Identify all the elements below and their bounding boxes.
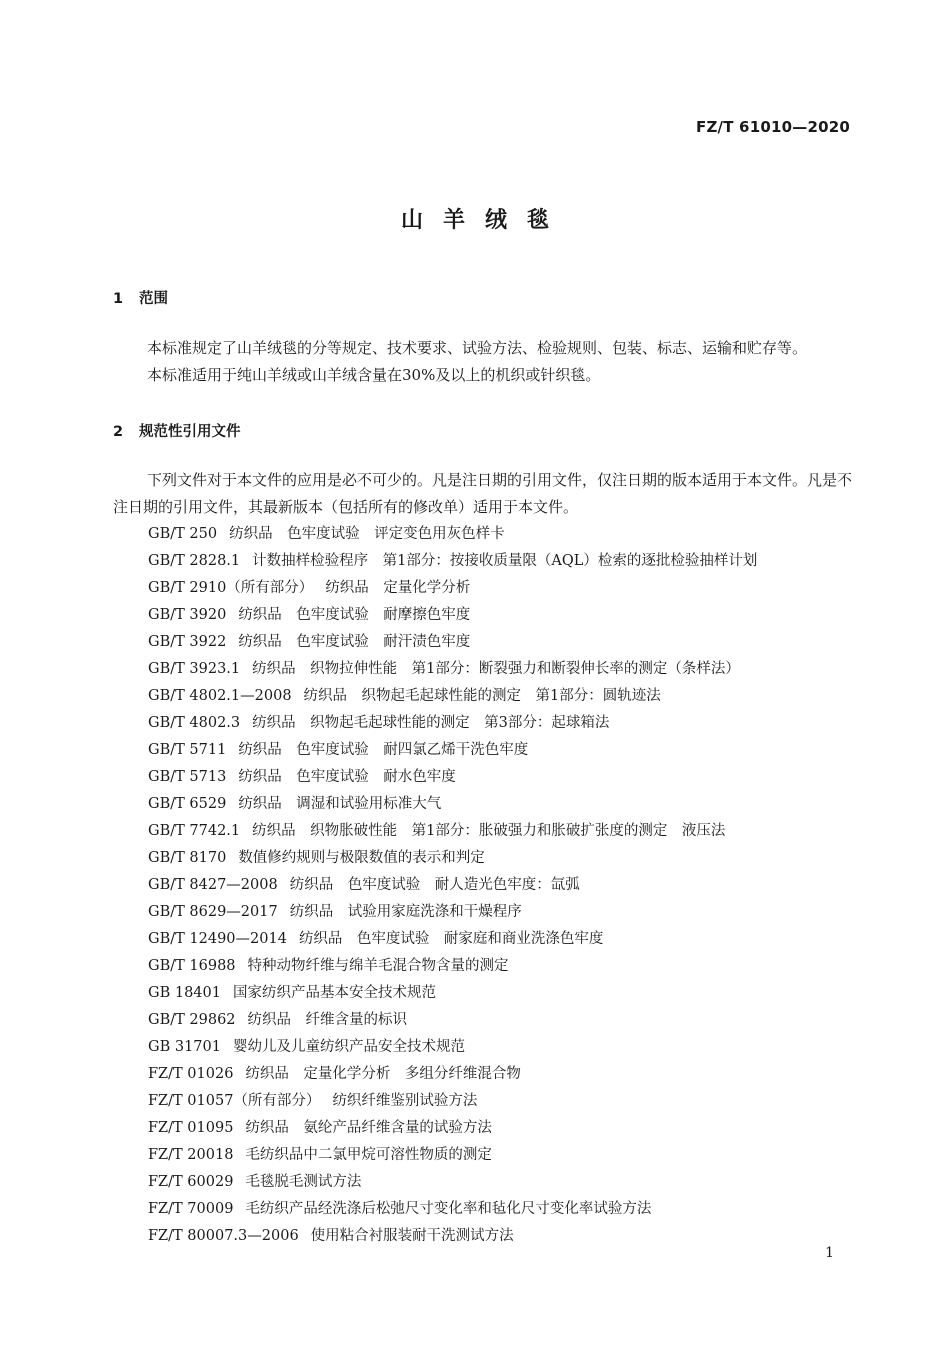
reference-item — [148, 1142, 757, 1169]
section-number: 2 — [113, 424, 124, 440]
scope-paragraph-2: 本标准适用于纯山羊绒或山羊绒含量在30%及以上的机织或针织毯。 — [147, 366, 601, 384]
standard-code: FZ/T 61010—2020 — [696, 118, 850, 136]
reference-title: 纺织品 调湿和试验用标准大气 — [238, 796, 442, 812]
reference-item — [148, 1115, 757, 1142]
section-title: 范围 — [139, 291, 168, 307]
reference-item — [148, 683, 757, 710]
reference-code: GB/T 250 — [148, 526, 218, 542]
reference-code: GB/T 8629—2017 — [148, 904, 278, 920]
reference-item — [148, 953, 757, 980]
reference-title: 毛纺织产品经洗涤后松弛尺寸变化率和毡化尺寸变化率试验方法 — [245, 1201, 652, 1217]
reference-title: 特种动物纤维与绵羊毛混合物含量的测定 — [247, 958, 509, 974]
reference-list — [148, 521, 757, 1250]
reference-title: 纺织品 色牢度试验 耐摩擦色牢度 — [238, 607, 471, 623]
reference-title: 毛毯脱毛测试方法 — [245, 1174, 362, 1190]
reference-item — [148, 1061, 757, 1088]
reference-code: FZ/T 60029 — [148, 1174, 234, 1190]
reference-code: GB/T 7742.1 — [148, 823, 241, 839]
reference-item — [148, 818, 757, 845]
reference-title: 纺织品 织物起毛起球性能的测定 第1部分：圆轨迹法 — [303, 688, 661, 704]
reference-item — [148, 737, 757, 764]
section-heading-normative-references — [113, 420, 241, 441]
reference-item — [148, 548, 757, 575]
reference-item — [148, 845, 757, 872]
reference-code: FZ/T 80007.3—2006 — [148, 1228, 299, 1244]
reference-title: 纺织品 色牢度试验 耐汗渍色牢度 — [238, 634, 471, 650]
reference-item — [148, 872, 757, 899]
reference-code: FZ/T 20018 — [148, 1147, 234, 1163]
reference-code: GB/T 4802.3 — [148, 715, 241, 731]
page-number: 1 — [825, 1245, 834, 1261]
reference-title: 纺织品 氨纶产品纤维含量的试验方法 — [245, 1120, 492, 1136]
scope-paragraph-1: 本标准规定了山羊绒毯的分等规定、技术要求、试验方法、检验规则、包装、标志、运输和贮存等。 — [147, 339, 808, 357]
reference-code: GB 31701 — [148, 1039, 221, 1055]
reference-item — [148, 1088, 757, 1115]
reference-code: GB/T 3923.1 — [148, 661, 241, 677]
reference-item — [148, 899, 757, 926]
document-title: 山羊绒毯 — [400, 208, 569, 233]
reference-code: GB/T 8170 — [148, 850, 227, 866]
section-number: 1 — [113, 291, 124, 307]
reference-item — [148, 1034, 757, 1061]
reference-code: GB/T 5713 — [148, 769, 227, 785]
reference-item — [148, 521, 757, 548]
reference-item — [148, 1169, 757, 1196]
reference-title: 毛纺织品中二氯甲烷可溶性物质的测定 — [245, 1147, 492, 1163]
reference-code: FZ/T 70009 — [148, 1201, 234, 1217]
reference-item — [148, 656, 757, 683]
reference-title: 纺织品 织物拉伸性能 第1部分：断裂强力和断裂伸长率的测定（条样法） — [252, 661, 740, 677]
reference-title: 纺织品 定量化学分析 — [325, 580, 471, 596]
reference-title: 纺织纤维鉴别试验方法 — [332, 1093, 478, 1109]
reference-title: 纺织品 色牢度试验 耐四氯乙烯干洗色牢度 — [238, 742, 529, 758]
references-intro-paragraph: 下列文件对于本文件的应用是必不可少的。凡是注日期的引用文件，仅注日期的版本适用于本文件。凡是不注日期的引用文件，其最新版本（包括所有的修改单）适用于本文件。 — [113, 471, 853, 516]
reference-item — [148, 575, 757, 602]
reference-code: GB/T 4802.1—2008 — [148, 688, 292, 704]
reference-title: 纺织品 色牢度试验 评定变色用灰色样卡 — [229, 526, 505, 542]
reference-code: FZ/T 01057（所有部分） — [148, 1093, 321, 1109]
reference-item — [148, 1223, 757, 1250]
reference-item — [148, 602, 757, 629]
reference-code: GB/T 12490—2014 — [148, 931, 287, 947]
reference-item — [148, 764, 757, 791]
reference-code: GB/T 3920 — [148, 607, 227, 623]
reference-code: FZ/T 01095 — [148, 1120, 234, 1136]
reference-code: GB/T 5711 — [148, 742, 227, 758]
reference-code: FZ/T 01026 — [148, 1066, 234, 1082]
reference-code: GB/T 2828.1 — [148, 553, 241, 569]
section-title: 规范性引用文件 — [139, 424, 241, 440]
reference-code: GB 18401 — [148, 985, 221, 1001]
reference-item — [148, 980, 757, 1007]
reference-title: 纺织品 织物胀破性能 第1部分：胀破强力和胀破扩张度的测定 液压法 — [252, 823, 726, 839]
reference-item — [148, 1196, 757, 1223]
reference-title: 数值修约规则与极限数值的表示和判定 — [238, 850, 485, 866]
reference-title: 计数抽样检验程序 第1部分：按接收质量限（AQL）检索的逐批检验抽样计划 — [252, 553, 758, 569]
section-heading-scope — [113, 287, 168, 308]
reference-code: GB/T 3922 — [148, 634, 227, 650]
reference-code: GB/T 8427—2008 — [148, 877, 278, 893]
reference-title: 纺织品 试验用家庭洗涤和干燥程序 — [289, 904, 522, 920]
reference-title: 纺织品 色牢度试验 耐人造光色牢度：氙弧 — [289, 877, 580, 893]
reference-item — [148, 629, 757, 656]
reference-item — [148, 926, 757, 953]
reference-code: GB/T 16988 — [148, 958, 236, 974]
reference-code: GB/T 2910（所有部分） — [148, 580, 314, 596]
reference-item — [148, 710, 757, 737]
reference-title: 纺织品 色牢度试验 耐水色牢度 — [238, 769, 456, 785]
reference-item — [148, 791, 757, 818]
reference-title: 国家纺织产品基本安全技术规范 — [232, 985, 436, 1001]
reference-title: 婴幼儿及儿童纺织产品安全技术规范 — [232, 1039, 465, 1055]
reference-title: 纺织品 织物起毛起球性能的测定 第3部分：起球箱法 — [252, 715, 610, 731]
reference-title: 纺织品 定量化学分析 多组分纤维混合物 — [245, 1066, 521, 1082]
reference-item — [148, 1007, 757, 1034]
reference-code: GB/T 29862 — [148, 1012, 236, 1028]
reference-title: 使用粘合衬服装耐干洗测试方法 — [310, 1228, 514, 1244]
reference-title: 纺织品 色牢度试验 耐家庭和商业洗涤色牢度 — [298, 931, 604, 947]
reference-code: GB/T 6529 — [148, 796, 227, 812]
reference-title: 纺织品 纤维含量的标识 — [247, 1012, 408, 1028]
